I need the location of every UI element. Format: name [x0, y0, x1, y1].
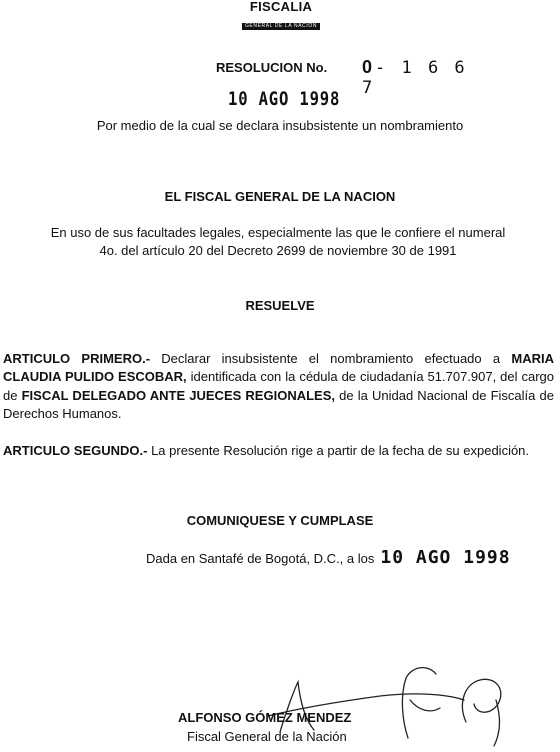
legal-powers-line-1: En uso de sus facultades legales, especialmente las que le confiere el numeral [50, 225, 506, 240]
given-date-stamp: 10 AGO 1998 [380, 547, 511, 568]
legal-powers-paragraph [10, 224, 546, 260]
resolution-number-line [216, 57, 468, 98]
resolution-label: RESOLUCION No. [216, 60, 328, 75]
resolution-date-stamp: 10 AGO 1998 [228, 88, 341, 110]
resolution-subject: Por medio de la cual se declara insubsistente un nombramiento [96, 118, 464, 133]
closing-heading: COMUNIQUESE Y CUMPLASE [186, 513, 374, 528]
article-first-heading: ARTICULO PRIMERO.- [3, 351, 151, 366]
signer-title: Fiscal General de la Nación [187, 729, 347, 744]
institution-name: FISCALIA [249, 0, 313, 14]
given-at-line [146, 547, 511, 568]
resolution-digits: - 1 6 6 7 [362, 58, 468, 98]
resolution-number [362, 57, 472, 98]
legal-powers-line-2: 4o. del artículo 20 del Decreto 2699 de noviembre 30 de 1991 [99, 243, 457, 258]
position-title: FISCAL DELEGADO ANTE JUECES REGIONALES, [21, 387, 335, 403]
issuer-heading: EL FISCAL GENERAL DE LA NACION [164, 189, 396, 204]
article-first-text-b: identificada con la cédula de ciudadanía 51.707.907, del cargo de [3, 369, 554, 403]
signature-stroke-2 [402, 668, 440, 738]
article-first-paragraph [3, 350, 554, 424]
article-second-heading: ARTICULO SEGUNDO.- [3, 443, 148, 458]
appointee-name: MARIA CLAUDIA PULIDO ESCOBAR, [3, 351, 554, 385]
article-first-text-a: Declarar insubsistente el nombramiento efectuado a [150, 351, 512, 366]
article-first-text-c: de la Unidad Nacional de Fiscalía de Derechos Humanos. [3, 387, 554, 422]
institution-tagline: GENERAL DE LA NACION [242, 23, 320, 30]
signer-name: ALFONSO GÓMEZ MENDEZ [178, 710, 352, 725]
fiscalia-logo [236, 0, 326, 32]
resolution-prefix: 0 [362, 57, 376, 77]
given-at-text: Dada en Santafé de Bogotá, D.C., a los [146, 551, 375, 566]
article-second-paragraph [3, 442, 554, 460]
signature-stroke-3 [462, 679, 500, 746]
article-second-text: La presente Resolución rige a partir de la fecha de su expedición. [147, 443, 530, 458]
resolve-heading: RESUELVE [245, 298, 315, 313]
